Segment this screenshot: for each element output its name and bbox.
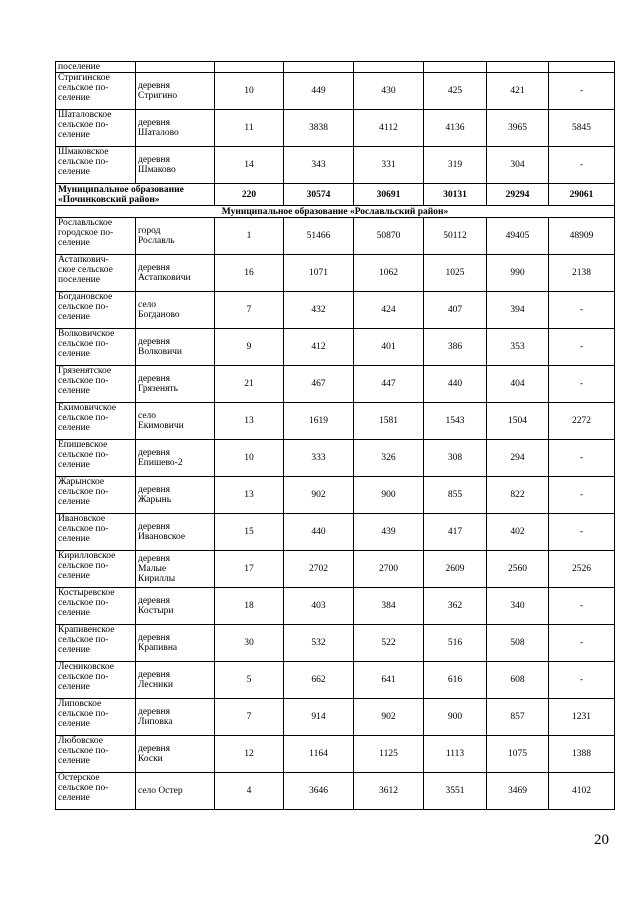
table-row (56, 773, 615, 810)
population-value-cell-4: 304 (487, 147, 549, 184)
population-value-cell-3: 50112 (424, 218, 487, 255)
population-value-cell-3: 319 (424, 147, 487, 184)
settlement-name-cell: Кирилловское сельское по- селение (56, 551, 136, 588)
population-value-cell-2: 1125 (354, 736, 424, 773)
population-value-cell-3: 308 (424, 440, 487, 477)
district-total-row (56, 184, 615, 206)
population-value-cell-3: 616 (424, 662, 487, 699)
population-value-cell-5: - (549, 514, 615, 551)
center-locality-cell: деревня Костыри (136, 588, 215, 625)
center-locality-cell: село Остер (136, 773, 215, 810)
localities-count-cell: 30 (215, 625, 284, 662)
localities-count-cell: 4 (215, 773, 284, 810)
settlement-name-cell: Жарынское сельское по- селение (56, 477, 136, 514)
empty-cell (136, 62, 215, 73)
table-row (56, 403, 615, 440)
population-value-cell-4: 608 (487, 662, 549, 699)
population-value-cell-1: 532 (284, 625, 354, 662)
population-value-cell-1: 412 (284, 329, 354, 366)
population-value-cell-1: 403 (284, 588, 354, 625)
population-value-cell-3: 440 (424, 366, 487, 403)
table-row (56, 218, 615, 255)
center-locality-cell: село Богданово (136, 292, 215, 329)
population-value-cell-2: 331 (354, 147, 424, 184)
settlement-name-cell: Костыревское сельское по- селение (56, 588, 136, 625)
population-value-cell-3: 407 (424, 292, 487, 329)
district-total-localities: 220 (215, 184, 284, 206)
settlement-name-cell: Липовское сельское по- селение (56, 699, 136, 736)
table-row-continued (56, 62, 615, 73)
population-value-cell-5: 5845 (549, 110, 615, 147)
population-value-cell-3: 2609 (424, 551, 487, 588)
population-value-cell-4: 3965 (487, 110, 549, 147)
population-value-cell-2: 1581 (354, 403, 424, 440)
localities-count-cell: 10 (215, 440, 284, 477)
population-value-cell-3: 3551 (424, 773, 487, 810)
population-value-cell-2: 1062 (354, 255, 424, 292)
population-value-cell-1: 2702 (284, 551, 354, 588)
population-value-cell-2: 2700 (354, 551, 424, 588)
population-value-cell-2: 902 (354, 699, 424, 736)
localities-count-cell: 21 (215, 366, 284, 403)
localities-count-cell: 15 (215, 514, 284, 551)
localities-count-cell: 5 (215, 662, 284, 699)
population-value-cell-3: 425 (424, 73, 487, 110)
table-row (56, 477, 615, 514)
localities-count-cell: 14 (215, 147, 284, 184)
population-value-cell-2: 439 (354, 514, 424, 551)
table-row (56, 329, 615, 366)
table-row (56, 551, 615, 588)
settlement-name-cell: Богдановское сельское по- селение (56, 292, 136, 329)
settlement-population-table (55, 61, 615, 810)
settlement-name-cell: Лесниковское сельское по- селение (56, 662, 136, 699)
population-value-cell-1: 3646 (284, 773, 354, 810)
population-value-cell-5: - (549, 147, 615, 184)
population-value-cell-2: 50870 (354, 218, 424, 255)
population-value-cell-1: 1071 (284, 255, 354, 292)
localities-count-cell: 7 (215, 699, 284, 736)
population-value-cell-2: 384 (354, 588, 424, 625)
empty-cell (354, 62, 424, 73)
localities-count-cell: 9 (215, 329, 284, 366)
population-value-cell-3: 1113 (424, 736, 487, 773)
center-locality-cell: деревня Малые Кириллы (136, 551, 215, 588)
population-value-cell-2: 641 (354, 662, 424, 699)
population-value-cell-3: 1543 (424, 403, 487, 440)
settlement-name-cell: Астапкович- ское сельское поселение (56, 255, 136, 292)
empty-cell (284, 62, 354, 73)
settlement-name-cell: Шмаковское сельское по- селение (56, 147, 136, 184)
settlement-name-cell: поселение (56, 62, 136, 73)
district-total-population-1: 30574 (284, 184, 354, 206)
population-value-cell-4: 294 (487, 440, 549, 477)
population-value-cell-3: 1025 (424, 255, 487, 292)
population-value-cell-1: 3838 (284, 110, 354, 147)
center-locality-cell: деревня Липовка (136, 699, 215, 736)
population-value-cell-4: 990 (487, 255, 549, 292)
population-value-cell-1: 467 (284, 366, 354, 403)
table-row (56, 736, 615, 773)
localities-count-cell: 13 (215, 477, 284, 514)
population-value-cell-1: 1164 (284, 736, 354, 773)
empty-cell (215, 62, 284, 73)
population-value-cell-4: 822 (487, 477, 549, 514)
empty-cell (487, 62, 549, 73)
center-locality-cell: деревня Волковичи (136, 329, 215, 366)
center-locality-cell: город Рославль (136, 218, 215, 255)
population-value-cell-5: - (549, 625, 615, 662)
population-value-cell-2: 522 (354, 625, 424, 662)
population-value-cell-5: 1388 (549, 736, 615, 773)
population-value-cell-3: 855 (424, 477, 487, 514)
population-value-cell-1: 440 (284, 514, 354, 551)
population-value-cell-4: 353 (487, 329, 549, 366)
center-locality-cell: деревня Шмаково (136, 147, 215, 184)
population-value-cell-5: 2138 (549, 255, 615, 292)
population-value-cell-4: 340 (487, 588, 549, 625)
population-value-cell-3: 417 (424, 514, 487, 551)
center-locality-cell: деревня Грязенять (136, 366, 215, 403)
settlement-name-cell: Остерское сельское по- селение (56, 773, 136, 810)
center-locality-cell: деревня Шаталово (136, 110, 215, 147)
population-value-cell-2: 900 (354, 477, 424, 514)
population-value-cell-2: 447 (354, 366, 424, 403)
population-value-cell-4: 49405 (487, 218, 549, 255)
table-row (56, 255, 615, 292)
population-value-cell-1: 432 (284, 292, 354, 329)
population-value-cell-1: 343 (284, 147, 354, 184)
population-value-cell-5: - (549, 73, 615, 110)
population-value-cell-2: 4112 (354, 110, 424, 147)
localities-count-cell: 17 (215, 551, 284, 588)
population-value-cell-5: - (549, 366, 615, 403)
population-value-cell-4: 402 (487, 514, 549, 551)
district-total-population-2: 30691 (354, 184, 424, 206)
settlement-name-cell: Рославльское городское по- селение (56, 218, 136, 255)
population-value-cell-5: 48909 (549, 218, 615, 255)
population-value-cell-3: 362 (424, 588, 487, 625)
population-value-cell-1: 914 (284, 699, 354, 736)
section-header-row (56, 206, 615, 218)
population-value-cell-4: 421 (487, 73, 549, 110)
population-value-cell-4: 1504 (487, 403, 549, 440)
localities-count-cell: 18 (215, 588, 284, 625)
table-row (56, 662, 615, 699)
population-value-cell-1: 449 (284, 73, 354, 110)
localities-count-cell: 1 (215, 218, 284, 255)
population-value-cell-4: 394 (487, 292, 549, 329)
district-total-population-3: 30131 (424, 184, 487, 206)
empty-cell (549, 62, 615, 73)
settlement-name-cell: Шаталовское сельское по- селение (56, 110, 136, 147)
population-value-cell-1: 902 (284, 477, 354, 514)
population-value-cell-1: 51466 (284, 218, 354, 255)
table-row (56, 292, 615, 329)
population-value-cell-4: 857 (487, 699, 549, 736)
table-row (56, 73, 615, 110)
table-row (56, 588, 615, 625)
population-value-cell-5: 1231 (549, 699, 615, 736)
localities-count-cell: 11 (215, 110, 284, 147)
population-value-cell-1: 333 (284, 440, 354, 477)
population-value-cell-1: 662 (284, 662, 354, 699)
population-value-cell-5: 4102 (549, 773, 615, 810)
population-value-cell-1: 1619 (284, 403, 354, 440)
district-total-population-5: 29061 (549, 184, 615, 206)
center-locality-cell: деревня Жарынь (136, 477, 215, 514)
localities-count-cell: 12 (215, 736, 284, 773)
center-locality-cell: село Екимовичи (136, 403, 215, 440)
settlement-name-cell: Волковичское сельское по- селение (56, 329, 136, 366)
table-row (56, 514, 615, 551)
page-number: 20 (594, 832, 609, 848)
population-value-cell-3: 386 (424, 329, 487, 366)
settlement-name-cell: Грязенятское сельское по- селение (56, 366, 136, 403)
table-row (56, 440, 615, 477)
center-locality-cell: деревня Астапковичи (136, 255, 215, 292)
table-body (56, 62, 615, 810)
empty-cell (424, 62, 487, 73)
table-row (56, 147, 615, 184)
settlement-name-cell: Стригинское сельское по- селение (56, 73, 136, 110)
center-locality-cell: деревня Стригино (136, 73, 215, 110)
localities-count-cell: 16 (215, 255, 284, 292)
settlement-name-cell: Епишевское сельское по- селение (56, 440, 136, 477)
population-value-cell-4: 2560 (487, 551, 549, 588)
population-value-cell-2: 430 (354, 73, 424, 110)
population-value-cell-5: - (549, 588, 615, 625)
district-section-header: Муниципальное образование «Рославльский район» (56, 206, 615, 218)
population-value-cell-5: 2526 (549, 551, 615, 588)
district-total-population-4: 29294 (487, 184, 549, 206)
center-locality-cell: деревня Лесники (136, 662, 215, 699)
settlement-name-cell: Крапивенское сельское по- селение (56, 625, 136, 662)
population-value-cell-3: 516 (424, 625, 487, 662)
center-locality-cell: деревня Епишево-2 (136, 440, 215, 477)
population-value-cell-5: 2272 (549, 403, 615, 440)
population-value-cell-4: 508 (487, 625, 549, 662)
population-value-cell-3: 4136 (424, 110, 487, 147)
settlement-name-cell: Екимовичское сельское по- селение (56, 403, 136, 440)
settlement-name-cell: Любовское сельское по- селение (56, 736, 136, 773)
district-total-name: Муниципальное образование «Починковский район» (56, 184, 215, 206)
localities-count-cell: 13 (215, 403, 284, 440)
population-value-cell-5: - (549, 440, 615, 477)
table-row (56, 625, 615, 662)
table-row (56, 110, 615, 147)
center-locality-cell: деревня Коски (136, 736, 215, 773)
population-value-cell-5: - (549, 329, 615, 366)
population-value-cell-2: 3612 (354, 773, 424, 810)
population-value-cell-2: 424 (354, 292, 424, 329)
population-value-cell-2: 326 (354, 440, 424, 477)
center-locality-cell: деревня Крапивна (136, 625, 215, 662)
population-value-cell-5: - (549, 292, 615, 329)
population-value-cell-2: 401 (354, 329, 424, 366)
table-row (56, 366, 615, 403)
population-value-cell-5: - (549, 477, 615, 514)
population-value-cell-5: - (549, 662, 615, 699)
population-value-cell-3: 900 (424, 699, 487, 736)
center-locality-cell: деревня Ивановское (136, 514, 215, 551)
settlement-name-cell: Ивановское сельское по- селение (56, 514, 136, 551)
population-value-cell-4: 1075 (487, 736, 549, 773)
population-value-cell-4: 404 (487, 366, 549, 403)
population-value-cell-4: 3469 (487, 773, 549, 810)
localities-count-cell: 10 (215, 73, 284, 110)
localities-count-cell: 7 (215, 292, 284, 329)
table-row (56, 699, 615, 736)
